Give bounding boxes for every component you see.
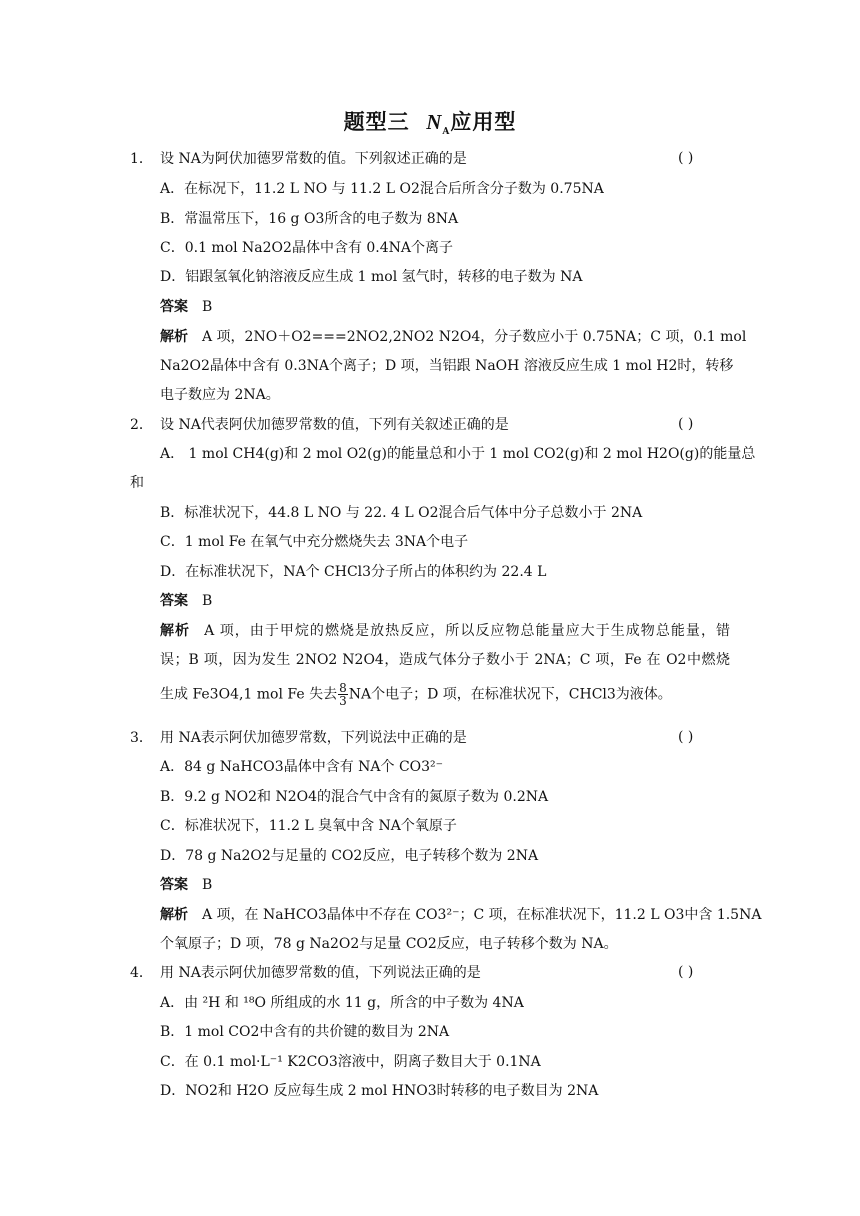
question-1-answer-bracket: ( ): [678, 150, 694, 166]
question-2-analysis-line-2: 误；B 项，因为发生 2NO2 N2O4，造成气体分子数小于 2NA；C 项，Fe 在 O2中燃烧: [160, 652, 730, 668]
question-1-answer: 答案 B: [160, 299, 213, 315]
question-3-analysis-line-2: 个氧原子；D 项，78 g Na2O2与足量 CO2反应，电子转移个数为 NA。: [160, 936, 618, 952]
question-1-analysis-line-3: 电子数应为 2NA。: [160, 387, 280, 403]
title-na: N: [426, 110, 443, 134]
page-title: 题型三 $N_A$应用型: [343, 109, 517, 138]
question-3-answer: 答案 B: [160, 877, 213, 893]
question-2-option-a-continued: 和: [130, 475, 144, 491]
question-3-answer-bracket: ( ): [678, 729, 694, 745]
question-4-option-b: B．1 mol CO2中含有的共价键的数目为 2NA: [160, 1024, 450, 1040]
question-4-stem: 用 NA表示阿伏加德罗常数的值，下列说法正确的是: [160, 965, 481, 981]
question-2-option-d: D．在标准状况下，NA个 CHCl3分子所占的体积约为 22.4 L: [160, 564, 547, 580]
question-3-stem: 用 NA表示阿伏加德罗常数，下列说法中正确的是: [160, 730, 467, 746]
question-3-number: 3．: [130, 730, 153, 746]
question-4-number: 4．: [130, 965, 153, 981]
question-1-analysis-line-1: 解析 A 项，2NO＋O2===2NO2,2NO2 N2O4，分子数应小于 0.75NA；C 项，0.1 mol: [160, 329, 747, 345]
question-4-option-a: A．由 ²H 和 ¹⁸O 所组成的水 11 g，所含的中子数为 4NA: [160, 995, 524, 1011]
question-1-option-b: B．常温常压下，16 g O3所含的电子数为 8NA: [160, 211, 459, 227]
question-3-analysis-line-1: 解析 A 项，在 NaHCO3晶体中不存在 CO3²⁻；C 项，在标准状况下，11.2 L O3中含 1.5NA: [160, 907, 762, 923]
question-2-option-c: C．1 mol Fe 在氧气中充分燃烧失去 3NA个电子: [160, 534, 469, 550]
question-1-option-a: A．在标况下，11.2 L NO 与 11.2 L O2混合后所含分子数为 0.75NA: [160, 181, 604, 197]
question-2-answer: 答案 B: [160, 593, 213, 609]
question-3-option-b: B．9.2 g NO2和 N2O4的混合气中含有的氮原子数为 0.2NA: [160, 789, 549, 805]
question-3-option-d: D．78 g Na2O2与足量的 CO2反应，电子转移个数为 2NA: [160, 848, 539, 864]
question-2-option-b: B．标准状况下，44.8 L NO 与 22. 4 L O2混合后气体中分子总数小于 2NA: [160, 505, 643, 521]
question-2-analysis-line-3: 生成 Fe3O4,1 mol Fe 失去 $\frac{8}{3}$ NA个电子；D 项，在标准状况下，CHCl3为液体。: [160, 681, 672, 708]
question-3-option-c: C．标准状况下，11.2 L 臭氧中含 NA个氧原子: [160, 818, 457, 834]
question-1-analysis-line-2: Na2O2晶体中含有 0.3NA个离子；D 项，当铝跟 NaOH 溶液反应生成 1 mol H2时，转移: [160, 358, 734, 374]
question-2-answer-bracket: ( ): [678, 416, 694, 432]
question-1-number: 1．: [130, 151, 153, 167]
question-2-number: 2．: [130, 417, 153, 433]
question-3-option-a: A．84 g NaHCO3晶体中含有 NA个 CO3²⁻: [160, 759, 444, 775]
question-2-option-a: A． 1 mol CH4(g)和 2 mol O2(g)的能量总和小于 1 mol CO2(g)和 2 mol H2O(g)的能量总: [160, 446, 756, 462]
question-2-stem: 设 NA代表阿伏加德罗常数的值，下列有关叙述正确的是: [160, 417, 509, 433]
question-4-answer-bracket: ( ): [678, 964, 694, 980]
question-4-option-c: C．在 0.1 mol·L⁻¹ K2CO3溶液中，阴离子数目大于 0.1NA: [160, 1054, 541, 1070]
question-4-option-d: D．NO2和 H2O 反应每生成 2 mol HNO3时转移的电子数目为 2NA: [160, 1083, 599, 1099]
fraction-eight-thirds: $\frac{8}{3}$: [339, 681, 347, 708]
question-1-stem: 设 NA为阿伏加德罗常数的值。下列叙述正确的是: [160, 151, 467, 167]
question-1-option-c: C．0.1 mol Na2O2晶体中含有 0.4NA个离子: [160, 240, 454, 256]
question-2-analysis-line-1: 解析 A 项，由于甲烷的燃烧是放热反应，所以反应物总能量应大于生成物总能量，错: [160, 623, 731, 639]
question-1-option-d: D．铝跟氢氧化钠溶液反应生成 1 mol 氢气时，转移的电子数为 NA: [160, 269, 583, 285]
